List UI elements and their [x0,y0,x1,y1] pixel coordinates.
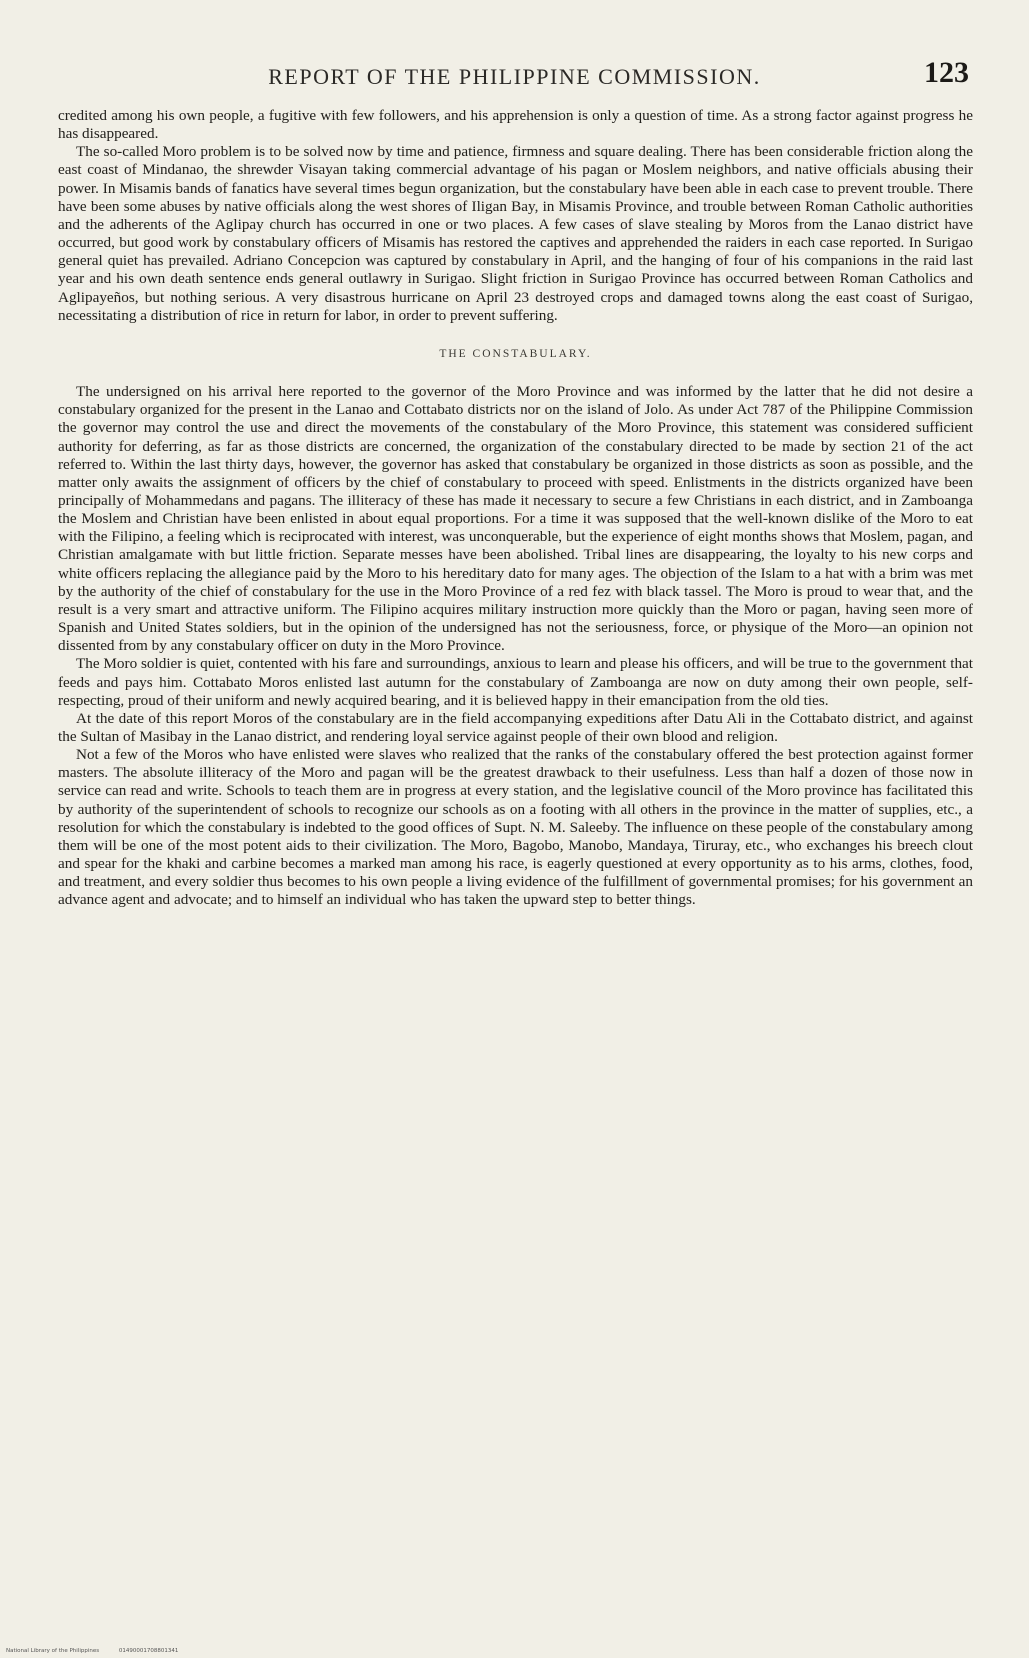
paragraph: credited among his own people, a fugitive with few followers, and his apprehension is only a question of time. As a strong factor against progress he has disappeared. [58,107,973,143]
scan-footer [6,1648,196,1654]
paragraph: The undersigned on his arrival here reported to the governor of the Moro Province and was informed by the latter that he did not desire a constabulary organized for the present in the Lanao and Cottabato districts nor on the island of Jolo. As under Act 787 of the Philippine Commission the governor may control the use and direct the movements of the constabulary of the Moro Province, this statement was considered sufficient authority for deferring, as far as those districts are concerned, the organization of the constabulary directed to be made by section 21 of the act referred to. Within the last thirty days, however, the governor has asked that constabulary be organized in those districts as soon as possible, and the matter only awaits the assignment of officers by the chief of constabulary to proceed with speed. Enlistments in the districts organized have been principally of Mohammedans and pagans. The illiteracy of these has made it necessary to secure a few Christians in each district, and in Zamboanga the Moslem and Christian have been enlisted in about equal proportions. For a time it was supposed that the well-known dislike of the Moro to eat with the Filipino, a feeling which is reciprocated with interest, was unconquerable, but the experience of eight months shows that Moslem, pagan, and Christian amalgamate with but little friction. Separate messes have been abolished. Tribal lines are disappearing, the loyalty to his new corps and white officers replacing the allegiance paid by the Moro to his hereditary dato for many ages. The objection of the Islam to a hat with a brim was met by the authority of the chief of constabulary for the use in the Moro Province of a red fez with black tassel. The Moro is proud to wear that, and the result is a very smart and attractive uniform. The Filipino acquires military instruction more quickly than the Moro or pagan, having seen more of Spanish and United States soldiers, but in the opinion of the undersigned has not the seriousness, force, or physique of the Moro—an opinion not dissented from by any constabulary officer on duty in the Moro Province. [58,383,973,655]
paragraph: Not a few of the Moros who have enlisted were slaves who realized that the ranks of the constabulary offered the best protection against former masters. The absolute illiteracy of the Moro and pagan will be the greatest drawback to their usefulness. Less than half a dozen of those now in service can read and write. Schools to teach them are in progress at every station, and the legislative council of the Moro province has facilitated this by authority of the superintendent of schools to recognize our schools as on a footing with all others in the province in the matter of supplies, etc., a resolution for which the constabulary is indebted to the good offices of Supt. N. M. Saleeby. The influence on these people of the constabulary among them will be one of the most potent aids to their civilization. The Moro, Bagobo, Manobo, Mandaya, Tiruray, etc., who exchanges his breech clout and spear for the khaki and carbine becomes a marked man among his race, is eagerly questioned at every opportunity as to his arms, clothes, food, and treatment, and every soldier thus becomes to his own people a living evidence of the fulfillment of governmental promises; for his government an advance agent and advocate; and to himself an individual who has taken the upward step to better things. [58,746,973,909]
paragraph: The Moro soldier is quiet, contented with his fare and surroundings, anxious to learn and please his officers, and will be true to the government that feeds and pays him. Cottabato Moros enlisted last autumn for the constabulary of Zamboanga are now on duty among their own people, self-respecting, proud of their uniform and newly acquired bearing, and it is believed happy in their emancipation from the old ties. [58,655,973,709]
paragraph: At the date of this report Moros of the constabulary are in the field accompanying expeditions after Datu Ali in the Cottabato district, and against the Sultan of Masibay in the Lanao district, and rendering loyal service against people of their own blood and religion. [58,709,973,745]
paragraph: The so-called Moro problem is to be solved now by time and patience, firmness and square dealing. There has been considerable friction along the east coast of Mindanao, the shrewder Visayan taking commercial advantage of his pagan or Moslem neighbors, and native officials abusing their power. In Misamis bands of fanatics have several times begun organization, but the constabulary have been able in each case to prevent trouble. There have been some abuses by native officials along the west shores of Iligan Bay, in Misamis Province, and trouble between Roman Catholic authorities and the adherents of the Aglipay church has occurred in one or two places. A few cases of slave stealing by Moros from the Lanao district have occurred, but good work by constabulary officers of Misamis has restored the captives and apprehended the raiders in each case reported. In Surigao general quiet has prevailed. Adriano Concepcion was captured by constabulary in April, and the hanging of four of his companions in the raid last year and his own death sentence ends general outlawry in Surigao. Slight friction in Surigao Province has occurred between Roman Catholics and Aglipayeños, but nothing serious. A very disastrous hurricane on April 23 destroyed crops and damaged towns along the east coast of Surigao, necessitating a distribution of rice in return for labor, in order to prevent suffering. [58,143,973,324]
running-head: REPORT OF THE PHILIPPINE COMMISSION. [268,64,761,89]
body-text [58,107,973,910]
section-heading: THE CONSTABULARY. [439,347,592,360]
footer-code: 01490001708801341 [118,1648,179,1654]
footer-library: National Library of the Philippines [6,1648,100,1654]
page-header [60,56,969,96]
page-number: 123 [924,56,969,89]
